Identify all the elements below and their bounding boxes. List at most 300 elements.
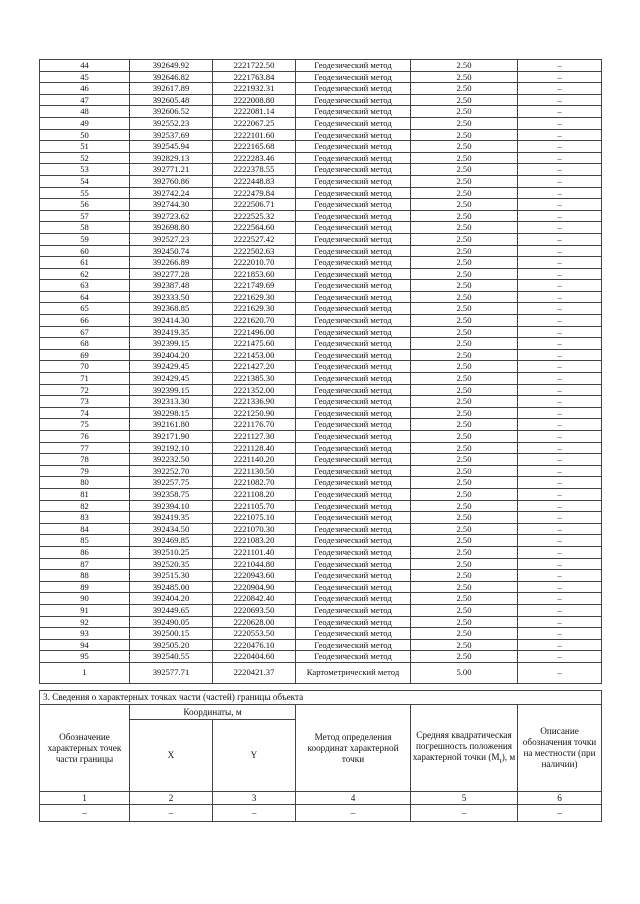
error-value-cell: 2.50 xyxy=(411,373,518,385)
header-error-subscript: t xyxy=(499,755,502,765)
point-number-cell: 69 xyxy=(40,349,130,361)
table-row xyxy=(40,60,602,72)
point-number-cell: 44 xyxy=(40,60,130,72)
description-cell: – xyxy=(518,454,602,466)
x-coordinate-cell: 392698.80 xyxy=(130,222,213,234)
error-value-cell: 2.50 xyxy=(411,431,518,443)
x-coordinate-cell: 392450.74 xyxy=(130,245,213,257)
point-number-cell: 56 xyxy=(40,199,130,211)
description-cell: – xyxy=(518,535,602,547)
y-coordinate-cell: 2220693.50 xyxy=(213,604,296,616)
x-coordinate-cell: 392515.30 xyxy=(130,570,213,582)
empty-cell: – xyxy=(130,805,213,822)
description-cell: – xyxy=(518,546,602,558)
error-value-cell: 2.50 xyxy=(411,187,518,199)
method-cell: Геодезический метод xyxy=(296,71,411,83)
error-value-cell: 2.50 xyxy=(411,268,518,280)
description-cell: – xyxy=(518,106,602,118)
header-error-unit: ), м xyxy=(501,752,516,763)
error-value-cell: 2.50 xyxy=(411,570,518,582)
y-coordinate-cell: 2221629.30 xyxy=(213,303,296,315)
x-coordinate-cell: 392723.62 xyxy=(130,210,213,222)
table-row xyxy=(40,488,602,500)
error-value-cell: 2.50 xyxy=(411,71,518,83)
y-coordinate-cell: 2221932.31 xyxy=(213,83,296,95)
x-coordinate-cell: 392399.15 xyxy=(130,384,213,396)
point-number-cell: 61 xyxy=(40,257,130,269)
error-value-cell: 2.50 xyxy=(411,500,518,512)
point-number-cell: 73 xyxy=(40,396,130,408)
error-value-cell: 2.50 xyxy=(411,315,518,327)
description-cell: – xyxy=(518,431,602,443)
error-value-cell: 2.50 xyxy=(411,558,518,570)
y-coordinate-cell: 2221070.30 xyxy=(213,523,296,535)
point-number-cell: 51 xyxy=(40,141,130,153)
description-cell: – xyxy=(518,210,602,222)
y-coordinate-cell: 2221853.60 xyxy=(213,268,296,280)
table-row xyxy=(40,407,602,419)
x-coordinate-cell: 392368.85 xyxy=(130,303,213,315)
x-coordinate-cell: 392434.50 xyxy=(130,523,213,535)
error-value-cell: 2.50 xyxy=(411,581,518,593)
x-coordinate-cell: 392429.45 xyxy=(130,373,213,385)
x-coordinate-cell: 392577.71 xyxy=(130,662,213,683)
description-cell: – xyxy=(518,164,602,176)
x-coordinate-cell: 392742.24 xyxy=(130,187,213,199)
table-row xyxy=(40,593,602,605)
section-3-title: 3. Сведения о характерных точках части (частей) границы объекта xyxy=(40,691,602,705)
error-value-cell: 2.50 xyxy=(411,465,518,477)
header-method: Метод определения координат характерной точки xyxy=(296,705,411,792)
y-coordinate-cell: 2220421.37 xyxy=(213,662,296,683)
description-cell: – xyxy=(518,291,602,303)
x-coordinate-cell: 392829.13 xyxy=(130,152,213,164)
error-value-cell: 2.50 xyxy=(411,396,518,408)
y-coordinate-cell: 2221130.50 xyxy=(213,465,296,477)
point-number-cell: 94 xyxy=(40,639,130,651)
method-cell: Геодезический метод xyxy=(296,257,411,269)
error-value-cell: 5.00 xyxy=(411,662,518,683)
description-cell: – xyxy=(518,245,602,257)
method-cell: Геодезический метод xyxy=(296,349,411,361)
y-coordinate-cell: 2221105.70 xyxy=(213,500,296,512)
table-row xyxy=(40,465,602,477)
x-coordinate-cell: 392545.94 xyxy=(130,141,213,153)
y-coordinate-cell: 2220476.10 xyxy=(213,639,296,651)
error-value-cell: 2.50 xyxy=(411,488,518,500)
method-cell: Геодезический метод xyxy=(296,187,411,199)
y-coordinate-cell: 2222010.70 xyxy=(213,257,296,269)
y-coordinate-cell: 2220404.60 xyxy=(213,651,296,663)
y-coordinate-cell: 2221352.00 xyxy=(213,384,296,396)
column-number-1: 1 xyxy=(40,792,130,805)
description-cell: – xyxy=(518,349,602,361)
description-cell: – xyxy=(518,315,602,327)
error-value-cell: 2.50 xyxy=(411,628,518,640)
table-row xyxy=(40,94,602,106)
method-cell: Геодезический метод xyxy=(296,488,411,500)
point-number-cell: 75 xyxy=(40,419,130,431)
method-cell: Геодезический метод xyxy=(296,454,411,466)
point-number-cell: 59 xyxy=(40,233,130,245)
point-number-cell: 57 xyxy=(40,210,130,222)
y-coordinate-cell: 2221385.30 xyxy=(213,373,296,385)
point-number-cell: 87 xyxy=(40,558,130,570)
method-cell: Геодезический метод xyxy=(296,477,411,489)
y-coordinate-cell: 2222527.42 xyxy=(213,233,296,245)
method-cell: Геодезический метод xyxy=(296,616,411,628)
method-cell: Геодезический метод xyxy=(296,338,411,350)
y-coordinate-cell: 2221083.20 xyxy=(213,535,296,547)
error-value-cell: 2.50 xyxy=(411,117,518,129)
point-number-cell: 90 xyxy=(40,593,130,605)
x-coordinate-cell: 392404.20 xyxy=(130,593,213,605)
header-description: Описание обозначения точки на местности (при наличии) xyxy=(518,705,602,792)
y-coordinate-cell: 2220628.00 xyxy=(213,616,296,628)
y-coordinate-cell: 2221127.30 xyxy=(213,431,296,443)
table-row xyxy=(40,570,602,582)
x-coordinate-cell: 392171.90 xyxy=(130,431,213,443)
empty-cell: – xyxy=(213,805,296,822)
x-coordinate-cell: 392500.15 xyxy=(130,628,213,640)
point-number-cell: 95 xyxy=(40,651,130,663)
y-coordinate-cell: 2221749.69 xyxy=(213,280,296,292)
y-coordinate-cell: 2221250.90 xyxy=(213,407,296,419)
method-cell: Геодезический метод xyxy=(296,129,411,141)
error-value-cell: 2.50 xyxy=(411,454,518,466)
description-cell: – xyxy=(518,199,602,211)
method-cell: Геодезический метод xyxy=(296,291,411,303)
y-coordinate-cell: 2221475.60 xyxy=(213,338,296,350)
method-cell: Геодезический метод xyxy=(296,465,411,477)
description-cell: – xyxy=(518,338,602,350)
error-value-cell: 2.50 xyxy=(411,233,518,245)
point-number-cell: 79 xyxy=(40,465,130,477)
method-cell: Геодезический метод xyxy=(296,384,411,396)
table-row xyxy=(40,662,602,683)
table-row xyxy=(40,164,602,176)
method-cell: Геодезический метод xyxy=(296,245,411,257)
y-coordinate-cell: 2222008.80 xyxy=(213,94,296,106)
header-error-text: Средняя квадратическая погрешность положения характерной точки (M xyxy=(412,730,513,763)
y-coordinate-cell: 2222081.14 xyxy=(213,106,296,118)
table-row xyxy=(40,535,602,547)
table-row xyxy=(40,71,602,83)
method-cell: Геодезический метод xyxy=(296,535,411,547)
table-row xyxy=(40,291,602,303)
point-number-cell: 53 xyxy=(40,164,130,176)
x-coordinate-cell: 392505.20 xyxy=(130,639,213,651)
x-coordinate-cell: 392399.15 xyxy=(130,338,213,350)
error-value-cell: 2.50 xyxy=(411,222,518,234)
method-cell: Геодезический метод xyxy=(296,117,411,129)
description-cell: – xyxy=(518,639,602,651)
table-row xyxy=(40,651,602,663)
table-row xyxy=(40,512,602,524)
description-cell: – xyxy=(518,523,602,535)
method-cell: Геодезический метод xyxy=(296,373,411,385)
description-cell: – xyxy=(518,129,602,141)
error-value-cell: 2.50 xyxy=(411,83,518,95)
table-row xyxy=(40,280,602,292)
x-coordinate-cell: 392537.69 xyxy=(130,129,213,141)
description-cell: – xyxy=(518,442,602,454)
description-cell: – xyxy=(518,477,602,489)
header-designation: Обозначение характерных точек части границы xyxy=(40,705,130,792)
column-number-4: 4 xyxy=(296,792,411,805)
column-number-3: 3 xyxy=(213,792,296,805)
table-row xyxy=(40,222,602,234)
y-coordinate-cell: 2220553.50 xyxy=(213,628,296,640)
x-coordinate-cell: 392485.00 xyxy=(130,581,213,593)
method-cell: Геодезический метод xyxy=(296,431,411,443)
description-cell: – xyxy=(518,662,602,683)
point-number-cell: 50 xyxy=(40,129,130,141)
description-cell: – xyxy=(518,361,602,373)
x-coordinate-cell: 392449.65 xyxy=(130,604,213,616)
error-value-cell: 2.50 xyxy=(411,407,518,419)
method-cell: Геодезический метод xyxy=(296,523,411,535)
description-cell: – xyxy=(518,117,602,129)
table-row xyxy=(40,257,602,269)
description-cell: – xyxy=(518,558,602,570)
description-cell: – xyxy=(518,384,602,396)
error-value-cell: 2.50 xyxy=(411,361,518,373)
point-number-cell: 65 xyxy=(40,303,130,315)
x-coordinate-cell: 392358.75 xyxy=(130,488,213,500)
description-cell: – xyxy=(518,512,602,524)
description-cell: – xyxy=(518,187,602,199)
y-coordinate-cell: 2221722.50 xyxy=(213,60,296,72)
y-coordinate-cell: 2221496.00 xyxy=(213,326,296,338)
y-coordinate-cell: 2221128.40 xyxy=(213,442,296,454)
column-number-6: 6 xyxy=(518,792,602,805)
point-number-cell: 85 xyxy=(40,535,130,547)
error-value-cell: 2.50 xyxy=(411,94,518,106)
empty-cell: – xyxy=(518,805,602,822)
error-value-cell: 2.50 xyxy=(411,175,518,187)
point-number-cell: 93 xyxy=(40,628,130,640)
x-coordinate-cell: 392161.80 xyxy=(130,419,213,431)
error-value-cell: 2.50 xyxy=(411,384,518,396)
y-coordinate-cell: 2221453.00 xyxy=(213,349,296,361)
x-coordinate-cell: 392760.86 xyxy=(130,175,213,187)
x-coordinate-cell: 392404.20 xyxy=(130,349,213,361)
x-coordinate-cell: 392520.35 xyxy=(130,558,213,570)
error-value-cell: 2.50 xyxy=(411,349,518,361)
x-coordinate-cell: 392387.48 xyxy=(130,280,213,292)
point-number-cell: 84 xyxy=(40,523,130,535)
description-cell: – xyxy=(518,257,602,269)
point-number-cell: 67 xyxy=(40,326,130,338)
x-coordinate-cell: 392232.50 xyxy=(130,454,213,466)
y-coordinate-cell: 2222101.60 xyxy=(213,129,296,141)
error-value-cell: 2.50 xyxy=(411,60,518,72)
point-number-cell: 45 xyxy=(40,71,130,83)
point-number-cell: 83 xyxy=(40,512,130,524)
description-cell: – xyxy=(518,570,602,582)
method-cell: Геодезический метод xyxy=(296,628,411,640)
point-number-cell: 89 xyxy=(40,581,130,593)
x-coordinate-cell: 392469.85 xyxy=(130,535,213,547)
method-cell: Геодезический метод xyxy=(296,315,411,327)
method-cell: Геодезический метод xyxy=(296,268,411,280)
table-row xyxy=(40,349,602,361)
y-coordinate-cell: 2222448.83 xyxy=(213,175,296,187)
method-cell: Геодезический метод xyxy=(296,233,411,245)
y-coordinate-cell: 2220842.40 xyxy=(213,593,296,605)
description-cell: – xyxy=(518,373,602,385)
empty-cell: – xyxy=(296,805,411,822)
method-cell: Геодезический метод xyxy=(296,512,411,524)
x-coordinate-cell: 392419.35 xyxy=(130,326,213,338)
method-cell: Геодезический метод xyxy=(296,83,411,95)
error-value-cell: 2.50 xyxy=(411,593,518,605)
boundary-points-table xyxy=(39,59,602,684)
description-cell: – xyxy=(518,60,602,72)
empty-cell: – xyxy=(40,805,130,822)
x-coordinate-cell: 392394.10 xyxy=(130,500,213,512)
description-cell: – xyxy=(518,581,602,593)
table-row xyxy=(40,523,602,535)
x-coordinate-cell: 392298.15 xyxy=(130,407,213,419)
error-value-cell: 2.50 xyxy=(411,152,518,164)
method-cell: Геодезический метод xyxy=(296,546,411,558)
error-value-cell: 2.50 xyxy=(411,164,518,176)
table-row xyxy=(40,361,602,373)
x-coordinate-cell: 392257.75 xyxy=(130,477,213,489)
point-number-cell: 64 xyxy=(40,291,130,303)
y-coordinate-cell: 2220943.60 xyxy=(213,570,296,582)
table-row xyxy=(40,396,602,408)
table-row xyxy=(40,454,602,466)
point-number-cell: 48 xyxy=(40,106,130,118)
method-cell: Картометрический метод xyxy=(296,662,411,683)
error-value-cell: 2.50 xyxy=(411,523,518,535)
y-coordinate-cell: 2222283.46 xyxy=(213,152,296,164)
error-value-cell: 2.50 xyxy=(411,442,518,454)
x-coordinate-cell: 392419.35 xyxy=(130,512,213,524)
table-row xyxy=(40,83,602,95)
y-coordinate-cell: 2222506.71 xyxy=(213,199,296,211)
y-coordinate-cell: 2222165.68 xyxy=(213,141,296,153)
y-coordinate-cell: 2222378.55 xyxy=(213,164,296,176)
point-number-cell: 1 xyxy=(40,662,130,683)
method-cell: Геодезический метод xyxy=(296,280,411,292)
method-cell: Геодезический метод xyxy=(296,570,411,582)
method-cell: Геодезический метод xyxy=(296,407,411,419)
point-number-cell: 54 xyxy=(40,175,130,187)
method-cell: Геодезический метод xyxy=(296,175,411,187)
table-row xyxy=(40,373,602,385)
table-row xyxy=(40,152,602,164)
method-cell: Геодезический метод xyxy=(296,442,411,454)
point-number-cell: 47 xyxy=(40,94,130,106)
error-value-cell: 2.50 xyxy=(411,477,518,489)
empty-cell: – xyxy=(411,805,518,822)
x-coordinate-cell: 392552.23 xyxy=(130,117,213,129)
header-error xyxy=(411,705,518,792)
description-cell: – xyxy=(518,500,602,512)
table-row xyxy=(40,581,602,593)
table-row xyxy=(40,628,602,640)
table-row xyxy=(40,210,602,222)
point-number-cell: 52 xyxy=(40,152,130,164)
description-cell: – xyxy=(518,616,602,628)
column-number-2: 2 xyxy=(130,792,213,805)
point-number-cell: 60 xyxy=(40,245,130,257)
method-cell: Геодезический метод xyxy=(296,210,411,222)
method-cell: Геодезический метод xyxy=(296,141,411,153)
y-coordinate-cell: 2221629.30 xyxy=(213,291,296,303)
error-value-cell: 2.50 xyxy=(411,291,518,303)
point-number-cell: 76 xyxy=(40,431,130,443)
x-coordinate-cell: 392605.48 xyxy=(130,94,213,106)
x-coordinate-cell: 392540.55 xyxy=(130,651,213,663)
y-coordinate-cell: 2221336.90 xyxy=(213,396,296,408)
method-cell: Геодезический метод xyxy=(296,651,411,663)
table-row xyxy=(40,604,602,616)
point-number-cell: 88 xyxy=(40,570,130,582)
table-row xyxy=(40,338,602,350)
description-cell: – xyxy=(518,152,602,164)
table-row xyxy=(40,419,602,431)
error-value-cell: 2.50 xyxy=(411,280,518,292)
method-cell: Геодезический метод xyxy=(296,581,411,593)
y-coordinate-cell: 2221108.20 xyxy=(213,488,296,500)
x-coordinate-cell: 392252.70 xyxy=(130,465,213,477)
description-cell: – xyxy=(518,141,602,153)
y-coordinate-cell: 2221082.70 xyxy=(213,477,296,489)
description-cell: – xyxy=(518,593,602,605)
method-cell: Геодезический метод xyxy=(296,604,411,616)
description-cell: – xyxy=(518,396,602,408)
description-cell: – xyxy=(518,488,602,500)
error-value-cell: 2.50 xyxy=(411,106,518,118)
description-cell: – xyxy=(518,83,602,95)
table-row xyxy=(40,477,602,489)
y-coordinate-cell: 2222067.25 xyxy=(213,117,296,129)
error-value-cell: 2.50 xyxy=(411,338,518,350)
description-cell: – xyxy=(518,465,602,477)
table-row xyxy=(40,326,602,338)
table-row xyxy=(40,303,602,315)
method-cell: Геодезический метод xyxy=(296,303,411,315)
point-number-cell: 58 xyxy=(40,222,130,234)
point-number-cell: 63 xyxy=(40,280,130,292)
method-cell: Геодезический метод xyxy=(296,106,411,118)
error-value-cell: 2.50 xyxy=(411,535,518,547)
point-number-cell: 74 xyxy=(40,407,130,419)
header-coordinates: Координаты, м xyxy=(130,705,296,720)
error-value-cell: 2.50 xyxy=(411,199,518,211)
x-coordinate-cell: 392606.52 xyxy=(130,106,213,118)
point-number-cell: 49 xyxy=(40,117,130,129)
table-row xyxy=(40,199,602,211)
y-coordinate-cell: 2222479.84 xyxy=(213,187,296,199)
y-coordinate-cell: 2222564.60 xyxy=(213,222,296,234)
point-number-cell: 91 xyxy=(40,604,130,616)
error-value-cell: 2.50 xyxy=(411,639,518,651)
error-value-cell: 2.50 xyxy=(411,604,518,616)
description-cell: – xyxy=(518,71,602,83)
method-cell: Геодезический метод xyxy=(296,639,411,651)
x-coordinate-cell: 392266.89 xyxy=(130,257,213,269)
description-cell: – xyxy=(518,233,602,245)
x-coordinate-cell: 392617.89 xyxy=(130,83,213,95)
description-cell: – xyxy=(518,407,602,419)
point-number-cell: 68 xyxy=(40,338,130,350)
